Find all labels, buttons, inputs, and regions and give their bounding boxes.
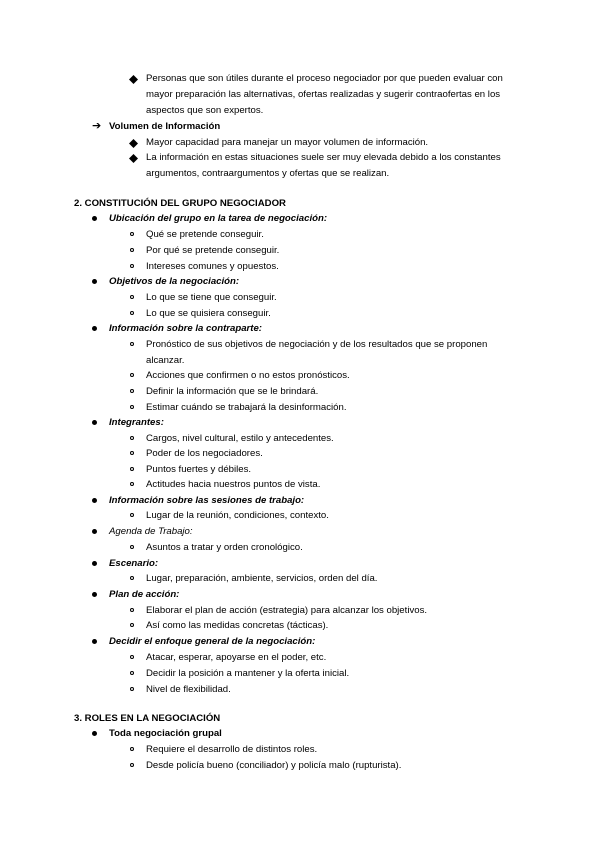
circle-bullet-icon xyxy=(130,482,134,486)
section-title: 3. ROLES EN LA NEGOCIACIÓN xyxy=(74,713,221,724)
list-item: Acciones que confirmen o no estos pronósticos. xyxy=(146,370,350,381)
group-heading: Plan de acción: xyxy=(109,589,180,600)
list-item: Qué se pretende conseguir. xyxy=(146,229,264,240)
circle-bullet-icon xyxy=(130,436,134,440)
group-heading: Decidir el enfoque general de la negociación: xyxy=(109,636,316,647)
list-item: Decidir la posición a mantener y la oferta inicial. xyxy=(146,668,350,679)
list-item: Por qué se pretende conseguir. xyxy=(146,245,280,256)
arrow-right-icon: ➔ xyxy=(92,120,102,132)
list-item: Pronóstico de sus objetivos de negociación y de los resultados que se proponen xyxy=(146,339,488,350)
list-item: Definir la información que se le brindará. xyxy=(146,386,319,397)
list-item: Lugar de la reunión, condiciones, contexto. xyxy=(146,510,329,521)
group-heading: Agenda de Trabajo: xyxy=(109,526,193,537)
bullet-dot-icon xyxy=(92,326,97,331)
bullet-dot-icon xyxy=(92,639,97,644)
circle-bullet-icon xyxy=(130,373,134,377)
diamond-bullet-icon xyxy=(129,154,137,162)
list-item: Actitudes hacia nuestros puntos de vista. xyxy=(146,479,321,490)
circle-bullet-icon xyxy=(130,655,134,659)
list-item: Atacar, esperar, apoyarse en el poder, etc. xyxy=(146,652,327,663)
group-heading: Información sobre la contraparte: xyxy=(109,323,262,334)
circle-bullet-icon xyxy=(130,311,134,315)
volumen-item: Mayor capacidad para manejar un mayor volumen de información. xyxy=(146,137,429,148)
bullet-dot-icon xyxy=(92,561,97,566)
list-item: Elaborar el plan de acción (estrategia) para alcanzar los objetivos. xyxy=(146,605,428,616)
circle-bullet-icon xyxy=(130,763,134,767)
list-item: Cargos, nivel cultural, estilo y antecedentes. xyxy=(146,433,334,444)
bullet-dot-icon xyxy=(92,279,97,284)
circle-bullet-icon xyxy=(130,389,134,393)
circle-bullet-icon xyxy=(130,608,134,612)
circle-bullet-icon xyxy=(130,576,134,580)
volumen-item: La información en estas situaciones suele ser muy elevada debido a los constantes xyxy=(146,152,501,163)
bullet-dot-icon xyxy=(92,498,97,503)
list-item: Así como las medidas concretas (tácticas). xyxy=(146,620,329,631)
intro-text-line: mayor preparación las alternativas, ofertas realizadas y sugerir contraofertas en los xyxy=(146,89,501,100)
circle-bullet-icon xyxy=(130,671,134,675)
circle-bullet-icon xyxy=(130,687,134,691)
group-heading: Objetivos de la negociación: xyxy=(109,276,240,287)
list-item: Lo que se quisiera conseguir. xyxy=(146,308,271,319)
circle-bullet-icon xyxy=(130,747,134,751)
diamond-bullet-icon xyxy=(129,75,137,83)
bullet-dot-icon xyxy=(92,529,97,534)
bullet-dot-icon xyxy=(92,592,97,597)
circle-bullet-icon xyxy=(130,513,134,517)
group-heading: Ubicación del grupo en la tarea de negociación: xyxy=(109,213,328,224)
bullet-dot-icon xyxy=(92,731,97,736)
circle-bullet-icon xyxy=(130,405,134,409)
list-item: Poder de los negociadores. xyxy=(146,448,263,459)
circle-bullet-icon xyxy=(130,264,134,268)
diamond-bullet-icon xyxy=(129,139,137,147)
list-item: Nivel de flexibilidad. xyxy=(146,684,231,695)
group-heading: Integrantes: xyxy=(109,417,164,428)
circle-bullet-icon xyxy=(130,623,134,627)
volumen-item: argumentos, contraargumentos y ofertas que se realizan. xyxy=(146,168,390,179)
group-heading: Escenario: xyxy=(109,558,159,569)
group-heading: Toda negociación grupal xyxy=(109,728,222,739)
bullet-dot-icon xyxy=(92,216,97,221)
volumen-heading: Volumen de Información xyxy=(109,121,221,132)
list-item: Desde policía bueno (conciliador) y policía malo (rupturista). xyxy=(146,760,402,771)
section-title: 2. CONSTITUCIÓN DEL GRUPO NEGOCIADOR xyxy=(74,198,286,209)
intro-text-line: aspectos que son expertos. xyxy=(146,105,264,116)
group-heading: Información sobre las sesiones de trabajo: xyxy=(109,495,305,506)
circle-bullet-icon xyxy=(130,295,134,299)
circle-bullet-icon xyxy=(130,232,134,236)
intro-text-line: Personas que son útiles durante el proceso negociador por que pueden evaluar con xyxy=(146,73,503,84)
list-item: Lugar, preparación, ambiente, servicios, orden del día. xyxy=(146,573,378,584)
circle-bullet-icon xyxy=(130,545,134,549)
circle-bullet-icon xyxy=(130,342,134,346)
list-item-continuation: alcanzar. xyxy=(146,355,185,366)
list-item: Intereses comunes y opuestos. xyxy=(146,261,279,272)
list-item: Lo que se tiene que conseguir. xyxy=(146,292,277,303)
list-item: Requiere el desarrollo de distintos roles. xyxy=(146,744,318,755)
list-item: Estimar cuándo se trabajará la desinformación. xyxy=(146,402,347,413)
bullet-dot-icon xyxy=(92,420,97,425)
circle-bullet-icon xyxy=(130,248,134,252)
circle-bullet-icon xyxy=(130,451,134,455)
list-item: Puntos fuertes y débiles. xyxy=(146,464,252,475)
list-item: Asuntos a tratar y orden cronológico. xyxy=(146,542,303,553)
circle-bullet-icon xyxy=(130,467,134,471)
